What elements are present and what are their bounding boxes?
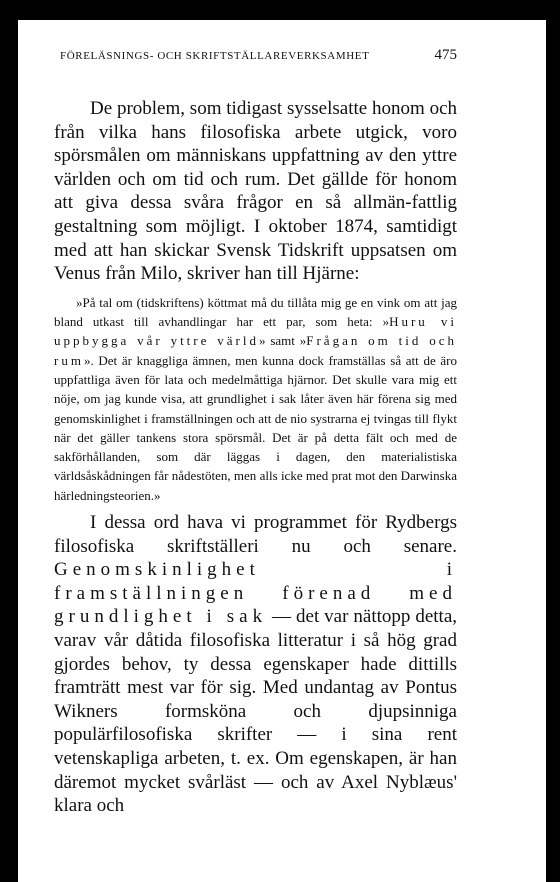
page-number: 475 <box>434 47 457 63</box>
quote-part-a: »På tal om (tidskriftens) köttmat må du tillåta mig ge en vink om att jag bland utkast till avhandlingar har ett par, som heta: » <box>54 294 457 330</box>
running-title: FÖRELÄSNINGS- OCH SKRIFTSTÄLLAREVERKSAMHET <box>60 50 370 62</box>
quote-title-2: Frågan om tid och rum <box>54 333 457 368</box>
paragraph-2 <box>54 511 457 818</box>
block-quote <box>54 293 457 505</box>
quote-part-b: » samt » <box>258 333 307 349</box>
page-body <box>54 97 457 818</box>
paragraph-1: De problem, som tidigast sysselsatte honom och från vilka hans filosofiska arbete utgick, voro spörsmålen om människans uppfattning av den yttre världen och om tid och rum. Det gällde för honom att giva dessa svåra frågor en så allmän-fattlig gestaltning som möjligt. I oktober 1874, samtidigt med att han skickar Svensk Tidskrift uppsatsen om Venus från Milo, skriver han till Hjärne: <box>54 98 457 285</box>
running-header <box>60 47 457 64</box>
quote-title-1: Huru vi uppbygga vår yttre värld <box>54 314 457 349</box>
quote-part-c: ». Det är knaggliga ämnen, men kunna dock framställas så att de äro uppfattliga även för lata och medelmåttiga hjärnor. Det skulle vara mig ett nöje, om jag kunde visa, att grundlighet i sak låter även här förena sig med genomskinlighet i framställningen och att de nio systrarna ej tvingas till flykt när det gäller tankens stora spörsmål. Det är på detta fält och med de sakförhållanden, som där läggas i dagen, den materialistiska världsåskådningen får nådestöten, men alls icke med prat mot den Darwinska härledningsteorien.» <box>54 352 457 503</box>
paragraph-2-spaced-phrase: Genomskinlighet i framställningen förenad med grundlighet i sak <box>54 559 457 628</box>
paragraph-2-part-b: — det var nättopp detta, varav vår dåtida filosofiska litteratur i så hög grad gjordes behov, ty dessa egenskaper hade dittills framträtt mest var för sig. Med undantag av Pontus Wikners formsköna och djupsinniga populärfilosofiska skrifter — i sina rent vetenskapliga arbeten, t. ex. Om egenskapen, är han däremot mycket svårläst — och av Axel Nyblæus' klara och <box>54 606 458 817</box>
paragraph-2-part-a: I dessa ord hava vi programmet för Rydbergs filosofiska skriftställeri nu och senare. <box>54 512 457 557</box>
